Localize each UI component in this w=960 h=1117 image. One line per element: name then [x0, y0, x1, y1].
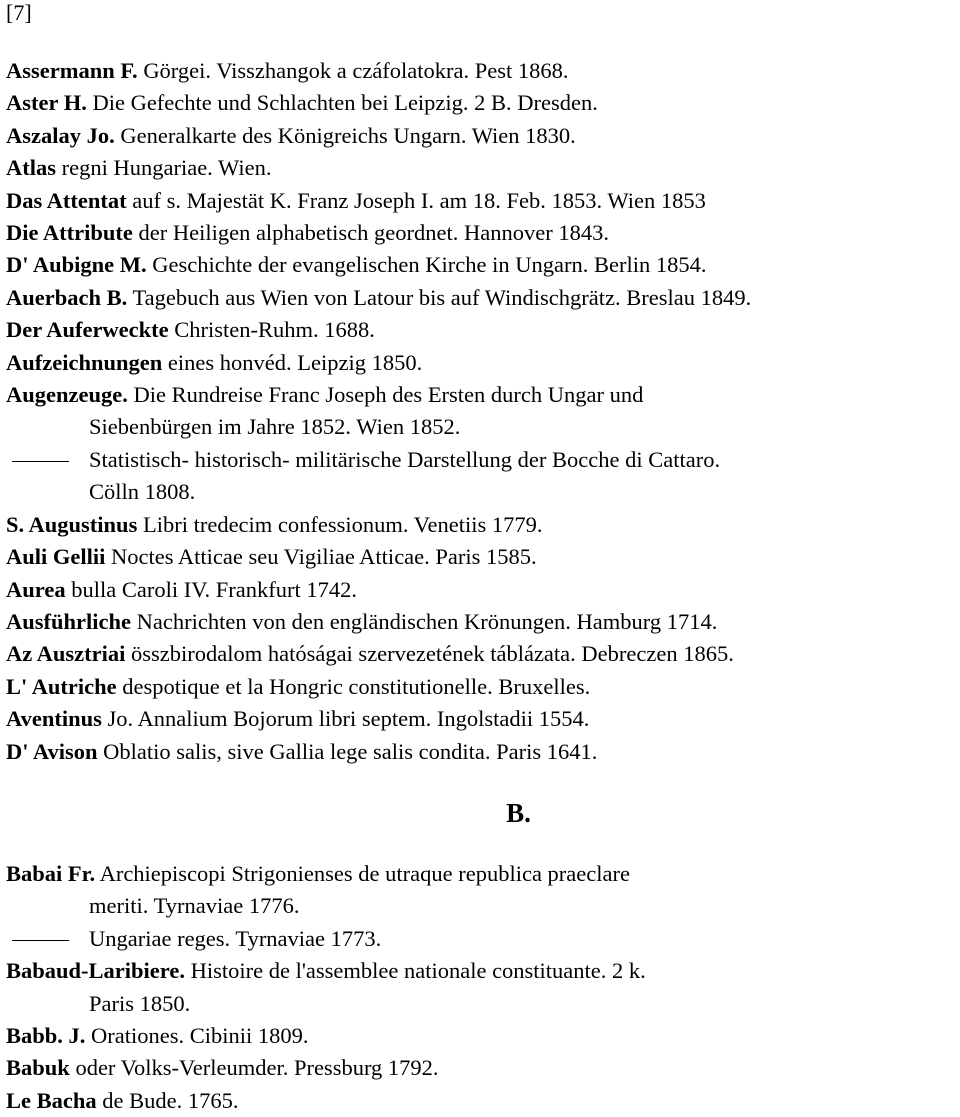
bibliography-list	[6, 55, 956, 1117]
bibliography-entry	[6, 347, 956, 379]
bibliography-entry	[6, 671, 956, 703]
section-heading-b: B.	[506, 797, 531, 828]
entry-author: Az Ausztriai	[6, 641, 126, 667]
bibliography-entry	[6, 509, 956, 541]
bibliography-entry	[6, 249, 956, 281]
entry-author: Aster H.	[6, 90, 87, 116]
entry-title: összbirodalom hatóságai szervezetének táblázata. Debreczen 1865.	[125, 641, 734, 667]
bibliography-entry	[6, 955, 956, 987]
bibliography-entry	[6, 606, 956, 638]
bibliography-entry	[6, 736, 956, 768]
entry-title: regni Hungariae. Wien.	[56, 155, 272, 181]
bibliography-entry	[6, 152, 956, 184]
entry-title: Jo. Annalium Bojorum libri septem. Ingolstadii 1554.	[101, 706, 590, 732]
entry-author: Auli Gellii	[6, 544, 106, 570]
entry-author: Das Attentat	[6, 187, 127, 213]
entry-title: Generalkarte des Königreichs Ungarn. Wien 1830.	[114, 122, 576, 148]
entries-section-b	[6, 858, 956, 1117]
bibliography-entry	[6, 379, 956, 411]
page-number: [7]	[6, 0, 32, 25]
entry-title: Histoire de l'assemblee nationale constituante. 2 k.	[184, 958, 646, 984]
entry-title: bulla Caroli IV. Frankfurt 1742.	[65, 576, 358, 602]
entry-title: Tagebuch aus Wien von Latour bis auf Windischgrätz. Breslau 1849.	[127, 284, 752, 310]
entry-title: auf s. Majestät K. Franz Joseph I. am 18. Feb. 1853. Wien 1853	[126, 187, 706, 213]
ditto-dash	[12, 940, 69, 941]
entry-author: Die Attribute	[6, 220, 133, 246]
entry-author: L' Autriche	[6, 673, 117, 699]
entry-title: Libri tredecim confessionum. Venetiis 1779.	[137, 511, 543, 537]
bibliography-entry	[6, 703, 956, 735]
entry-title: Orationes. Cibinii 1809.	[85, 1022, 309, 1048]
entry-title: Görgei. Visszhangok a czáfolatokra. Pest 1868.	[137, 58, 569, 83]
entry-author: Atlas	[6, 155, 56, 181]
entry-author: Babai Fr.	[6, 860, 96, 886]
entry-author: Babaud-Laribiere.	[6, 958, 185, 984]
entry-author: Babb. J.	[6, 1022, 86, 1048]
entry-author: D' Avison	[6, 738, 98, 764]
bibliography-entry	[6, 541, 956, 573]
entry-continuation: meriti. Tyrnaviae 1776.	[89, 893, 300, 919]
entry-author: Aurea	[6, 576, 66, 602]
bibliography-entry	[6, 1052, 956, 1084]
entry-author: Auerbach B.	[6, 284, 128, 310]
entry-author: Babuk	[6, 1055, 70, 1081]
entry-title: Statistisch- historisch- militärische Darstellung der Bocche di Cattaro.	[89, 446, 721, 472]
entry-title: Nachrichten von den engländischen Krönungen. Hamburg 1714.	[131, 608, 718, 634]
entry-author: Augenzeuge.	[6, 382, 128, 408]
entry-author: Aszalay Jo.	[6, 122, 115, 148]
bibliography-entry	[6, 638, 956, 670]
entry-title: Die Rundreise Franc Joseph des Ersten durch Ungar und	[127, 382, 644, 408]
bibliography-entry	[6, 574, 956, 606]
bibliography-entry	[6, 282, 956, 314]
entry-title: Oblatio salis, sive Gallia lege salis condita. Paris 1641.	[97, 738, 598, 764]
entry-author: S. Augustinus	[6, 511, 138, 537]
entry-author: Aufzeichnungen	[6, 349, 163, 375]
entry-title: Archiepiscopi Strigonienses de utraque republica praeclare	[95, 860, 630, 886]
entry-ditto	[6, 444, 956, 476]
entry-author: Assermann F.	[6, 58, 138, 83]
entry-continuation: Paris 1850.	[89, 990, 191, 1016]
entry-title: Die Gefechte und Schlachten bei Leipzig. 2 B. Dresden.	[86, 90, 598, 116]
entry-author: Le Bacha	[6, 1087, 97, 1113]
bibliography-entry	[6, 1020, 956, 1052]
ditto-dash	[12, 461, 69, 462]
bibliography-entry	[6, 1085, 956, 1117]
bibliography-entry	[6, 314, 956, 346]
entry-author: Ausführliche	[6, 608, 132, 634]
entry-title: Christen-Ruhm. 1688.	[168, 317, 375, 343]
bibliography-entry	[6, 120, 956, 152]
entry-title: Ungariae reges. Tyrnaviae 1773.	[89, 925, 382, 951]
bibliography-entry	[6, 185, 956, 217]
entry-author: Der Auferweckte	[6, 317, 169, 343]
entry-title: despotique et la Hongric constitutionelle. Bruxelles.	[116, 673, 591, 699]
entry-title: Noctes Atticae seu Vigiliae Atticae. Paris 1585.	[105, 544, 537, 570]
entry-author: Aventinus	[6, 706, 102, 732]
entry-title: de Bude. 1765.	[96, 1087, 239, 1113]
entry-title: der Heiligen alphabetisch geordnet. Hannover 1843.	[132, 220, 609, 246]
entry-continuation: Cölln 1808.	[89, 479, 196, 505]
bibliography-entry	[6, 858, 956, 890]
entry-continuation: Siebenbürgen im Jahre 1852. Wien 1852.	[89, 414, 461, 440]
entry-title: oder Volks-Verleumder. Pressburg 1792.	[69, 1055, 439, 1081]
bibliography-entry	[6, 217, 956, 249]
entries-section-a	[6, 55, 956, 768]
entry-ditto	[6, 923, 956, 955]
entry-title: eines honvéd. Leipzig 1850.	[162, 349, 423, 375]
bibliography-entry	[6, 55, 956, 87]
bibliography-entry	[6, 87, 956, 119]
entry-author: D' Aubigne M.	[6, 252, 147, 278]
entry-title: Geschichte der evangelischen Kirche in Ungarn. Berlin 1854.	[146, 252, 707, 278]
